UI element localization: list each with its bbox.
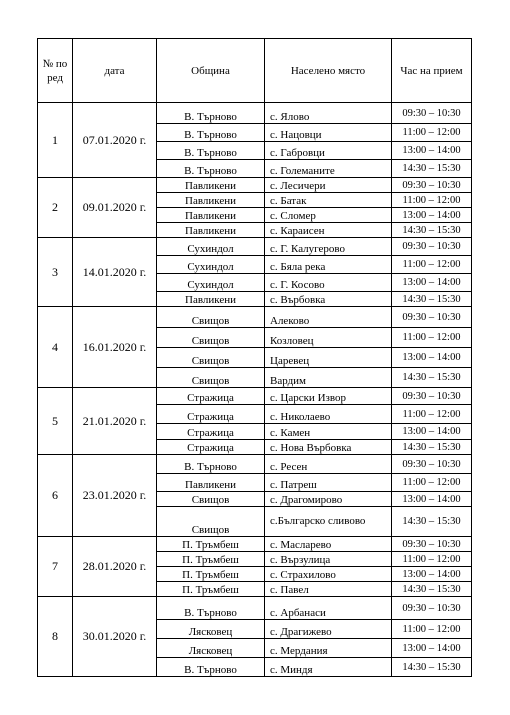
municipality-cell: Стражица — [157, 424, 265, 440]
row-number: 3 — [38, 238, 73, 307]
municipality-cell: В. Търново — [157, 455, 265, 474]
time-slot-cell: 14:30 – 15:30 — [392, 368, 472, 388]
header-row — [38, 39, 472, 103]
time-slot-cell: 13:00 – 14:00 — [392, 567, 472, 582]
visit-date: 14.01.2020 г. — [73, 238, 157, 307]
settlement-cell: с. Масларево — [265, 537, 392, 552]
municipality-cell: П. Тръмбеш — [157, 537, 265, 552]
settlement-cell: с. Големаните — [265, 160, 392, 178]
municipality-cell: П. Тръмбеш — [157, 567, 265, 582]
settlement-cell: с. Павел — [265, 582, 392, 597]
municipality-cell: Свищов — [157, 492, 265, 507]
time-slot-cell: 14:30 – 15:30 — [392, 292, 472, 307]
time-slot-cell: 11:00 – 12:00 — [392, 328, 472, 348]
time-slot-cell: 14:30 – 15:30 — [392, 440, 472, 455]
row-number: 5 — [38, 388, 73, 455]
row-number: 6 — [38, 455, 73, 537]
visit-date: 21.01.2020 г. — [73, 388, 157, 455]
time-slot-cell: 09:30 – 10:30 — [392, 455, 472, 474]
header-municipality: Община — [157, 39, 265, 103]
municipality-cell: Сухиндол — [157, 256, 265, 274]
settlement-cell: с. Камен — [265, 424, 392, 440]
settlement-cell: с. Нова Върбовка — [265, 440, 392, 455]
time-slot-cell: 14:30 – 15:30 — [392, 582, 472, 597]
municipality-cell: Павликени — [157, 474, 265, 492]
settlement-cell: Царевец — [265, 348, 392, 368]
settlement-cell: с. Ресен — [265, 455, 392, 474]
time-slot-cell: 14:30 – 15:30 — [392, 223, 472, 238]
settlement-cell: с. Миндя — [265, 658, 392, 677]
visit-date: 30.01.2020 г. — [73, 597, 157, 677]
settlement-cell: с. Николаево — [265, 405, 392, 424]
municipality-cell: Свищов — [157, 307, 265, 328]
settlement-cell: с. Габровци — [265, 142, 392, 160]
schedule-table — [37, 38, 472, 677]
settlement-cell: Вардим — [265, 368, 392, 388]
settlement-cell: с. Страхилово — [265, 567, 392, 582]
municipality-cell: Лясковец — [157, 639, 265, 658]
municipality-cell: Лясковец — [157, 620, 265, 639]
header-place: Населено място — [265, 39, 392, 103]
time-slot-cell: 09:30 – 10:30 — [392, 307, 472, 328]
settlement-cell: с. Батак — [265, 193, 392, 208]
row-number: 2 — [38, 178, 73, 238]
visit-date: 23.01.2020 г. — [73, 455, 157, 537]
time-slot-cell: 14:30 – 15:30 — [392, 658, 472, 677]
municipality-cell: Стражица — [157, 405, 265, 424]
municipality-cell: Павликени — [157, 178, 265, 193]
header-no: № по ред — [38, 39, 73, 103]
municipality-cell: Павликени — [157, 292, 265, 307]
municipality-cell: Павликени — [157, 223, 265, 238]
settlement-cell: Алеково — [265, 307, 392, 328]
table-row — [38, 455, 472, 474]
visit-date: 28.01.2020 г. — [73, 537, 157, 597]
settlement-cell: с. Г. Косово — [265, 274, 392, 292]
municipality-cell: В. Търново — [157, 597, 265, 620]
municipality-cell: Свищов — [157, 328, 265, 348]
settlement-cell: с. Арбанаси — [265, 597, 392, 620]
table-row — [38, 178, 472, 193]
settlement-cell: с. Мердания — [265, 639, 392, 658]
time-slot-cell: 13:00 – 14:00 — [392, 274, 472, 292]
municipality-cell: П. Тръмбеш — [157, 582, 265, 597]
settlement-cell: с. Върбовка — [265, 292, 392, 307]
time-slot-cell: 11:00 – 12:00 — [392, 552, 472, 567]
time-slot-cell: 13:00 – 14:00 — [392, 424, 472, 440]
settlement-cell: с. Патреш — [265, 474, 392, 492]
header-date: дата — [73, 39, 157, 103]
table-row — [38, 307, 472, 328]
table-row — [38, 388, 472, 405]
municipality-cell: Сухиндол — [157, 238, 265, 256]
time-slot-cell: 09:30 – 10:30 — [392, 597, 472, 620]
time-slot-cell: 09:30 – 10:30 — [392, 103, 472, 124]
time-slot-cell: 09:30 – 10:30 — [392, 388, 472, 405]
time-slot-cell: 13:00 – 14:00 — [392, 348, 472, 368]
settlement-cell: с. Сломер — [265, 208, 392, 223]
schedule-body — [38, 103, 472, 677]
settlement-cell: с. Г. Калугерово — [265, 238, 392, 256]
time-slot-cell: 09:30 – 10:30 — [392, 178, 472, 193]
header-time: Час на прием — [392, 39, 472, 103]
visit-date: 09.01.2020 г. — [73, 178, 157, 238]
municipality-cell: В. Търново — [157, 103, 265, 124]
settlement-cell: с. Бяла река — [265, 256, 392, 274]
visit-date: 16.01.2020 г. — [73, 307, 157, 388]
settlement-cell: Козловец — [265, 328, 392, 348]
municipality-cell: П. Тръмбеш — [157, 552, 265, 567]
row-number: 8 — [38, 597, 73, 677]
table-row — [38, 597, 472, 620]
row-number: 7 — [38, 537, 73, 597]
municipality-cell: Стражица — [157, 388, 265, 405]
time-slot-cell: 09:30 – 10:30 — [392, 238, 472, 256]
time-slot-cell: 13:00 – 14:00 — [392, 142, 472, 160]
municipality-cell: Сухиндол — [157, 274, 265, 292]
table-row — [38, 103, 472, 124]
municipality-cell: Свищов — [157, 368, 265, 388]
visit-date: 07.01.2020 г. — [73, 103, 157, 178]
time-slot-cell: 14:30 – 15:30 — [392, 160, 472, 178]
settlement-cell: с.Българско сливово — [265, 507, 392, 537]
time-slot-cell: 11:00 – 12:00 — [392, 256, 472, 274]
settlement-cell: с. Драгомирово — [265, 492, 392, 507]
settlement-cell: с. Нацовци — [265, 124, 392, 142]
settlement-cell: с. Лесичери — [265, 178, 392, 193]
municipality-cell: В. Търново — [157, 160, 265, 178]
municipality-cell: Павликени — [157, 208, 265, 223]
municipality-cell: Павликени — [157, 193, 265, 208]
settlement-cell: с. Караисен — [265, 223, 392, 238]
municipality-cell: Свищов — [157, 507, 265, 537]
table-row — [38, 238, 472, 256]
municipality-cell: Свищов — [157, 348, 265, 368]
time-slot-cell: 13:00 – 14:00 — [392, 492, 472, 507]
municipality-cell: В. Търново — [157, 142, 265, 160]
settlement-cell: с. Ялово — [265, 103, 392, 124]
municipality-cell: В. Търново — [157, 658, 265, 677]
time-slot-cell: 11:00 – 12:00 — [392, 474, 472, 492]
table-row — [38, 537, 472, 552]
municipality-cell: Стражица — [157, 440, 265, 455]
row-number: 1 — [38, 103, 73, 178]
time-slot-cell: 11:00 – 12:00 — [392, 620, 472, 639]
row-number: 4 — [38, 307, 73, 388]
settlement-cell: с. Драгижево — [265, 620, 392, 639]
time-slot-cell: 13:00 – 14:00 — [392, 208, 472, 223]
time-slot-cell: 14:30 – 15:30 — [392, 507, 472, 537]
time-slot-cell: 13:00 – 14:00 — [392, 639, 472, 658]
municipality-cell: В. Търново — [157, 124, 265, 142]
time-slot-cell: 11:00 – 12:00 — [392, 405, 472, 424]
time-slot-cell: 09:30 – 10:30 — [392, 537, 472, 552]
time-slot-cell: 11:00 – 12:00 — [392, 193, 472, 208]
time-slot-cell: 11:00 – 12:00 — [392, 124, 472, 142]
settlement-cell: с. Вързулица — [265, 552, 392, 567]
settlement-cell: с. Царски Извор — [265, 388, 392, 405]
